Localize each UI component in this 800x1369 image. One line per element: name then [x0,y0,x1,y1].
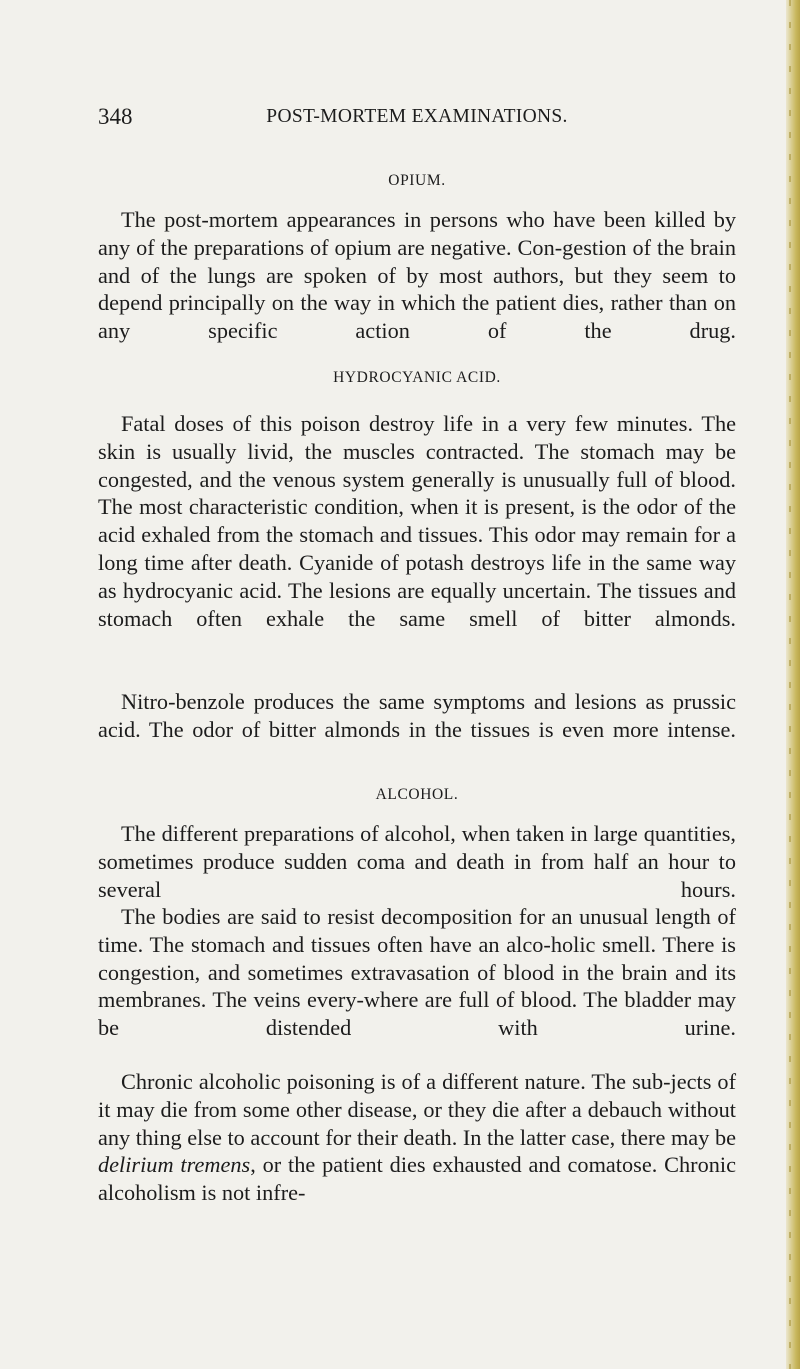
section-heading-hydrocyanic-acid: HYDROCYANIC ACID. [333,369,501,386]
italic-term: delirium tremens [98,1152,251,1178]
paragraph-opium: The post-mortem appearances in persons who have been killed by any of the preparations of opium are negative. Con-gestion of the brain and of the lungs are spoken of by most authors, but they seem to depend principally on the way in which the patient dies, rather than on any specific action of the drug. [98,207,736,344]
page-number: 348 [98,104,133,129]
section-heading-alcohol: ALCOHOL. [375,786,459,803]
gilt-page-edge [786,0,800,1369]
paragraph-alcohol-3-text-b: , or the patient dies exhausted and comatose. Chronic alcoholism is not infre- [98,1152,736,1206]
paragraph-alcohol-3-text-a: Chronic alcoholic poisoning is of a different nature. The sub-jects of it may die from some other disease, or they die after a debauch without any thing else to account for their death. In the latter case, there may be [98,1069,736,1150]
page-header [98,104,736,134]
section-heading-opium: OPIUM. [388,172,446,189]
paragraph-alcohol-1: The different preparations of alcohol, when taken in large quantities, sometimes produce sudden coma and death in from half an hour to several hours. [98,821,736,902]
paragraph-alcohol-2: The bodies are said to resist decomposition for an unusual length of time. The stomach and tissues often have an alco-holic smell. There is congestion, and sometimes extravasation of blood in the brain and its membranes. The veins every-where are full of blood. The bladder may be distended with urine. [98,904,736,1041]
running-title: POST-MORTEM EXAMINATIONS. [266,106,568,127]
paragraph-alcohol-3 [98,1068,736,1207]
paragraph-hydrocyanic-2: Nitro-benzole produces the same symptoms and lesions as prussic acid. The odor of bitter almonds in the tissues is even more intense. [98,689,736,742]
paragraph-hydrocyanic-1: Fatal doses of this poison destroy life in a very few minutes. The skin is usually livid, the muscles contracted. The stomach may be congested, and the venous system generally is unusually full of blood. The most characteristic condition, when it is present, is the odor of the acid exhaled from the stomach and tissues. This odor may remain for a long time after death. Cyanide of potash destroys life in the same way as hydrocyanic acid. The lesions are equally uncertain. The tissues and stomach often exhale the same smell of bitter almonds. [98,411,736,631]
